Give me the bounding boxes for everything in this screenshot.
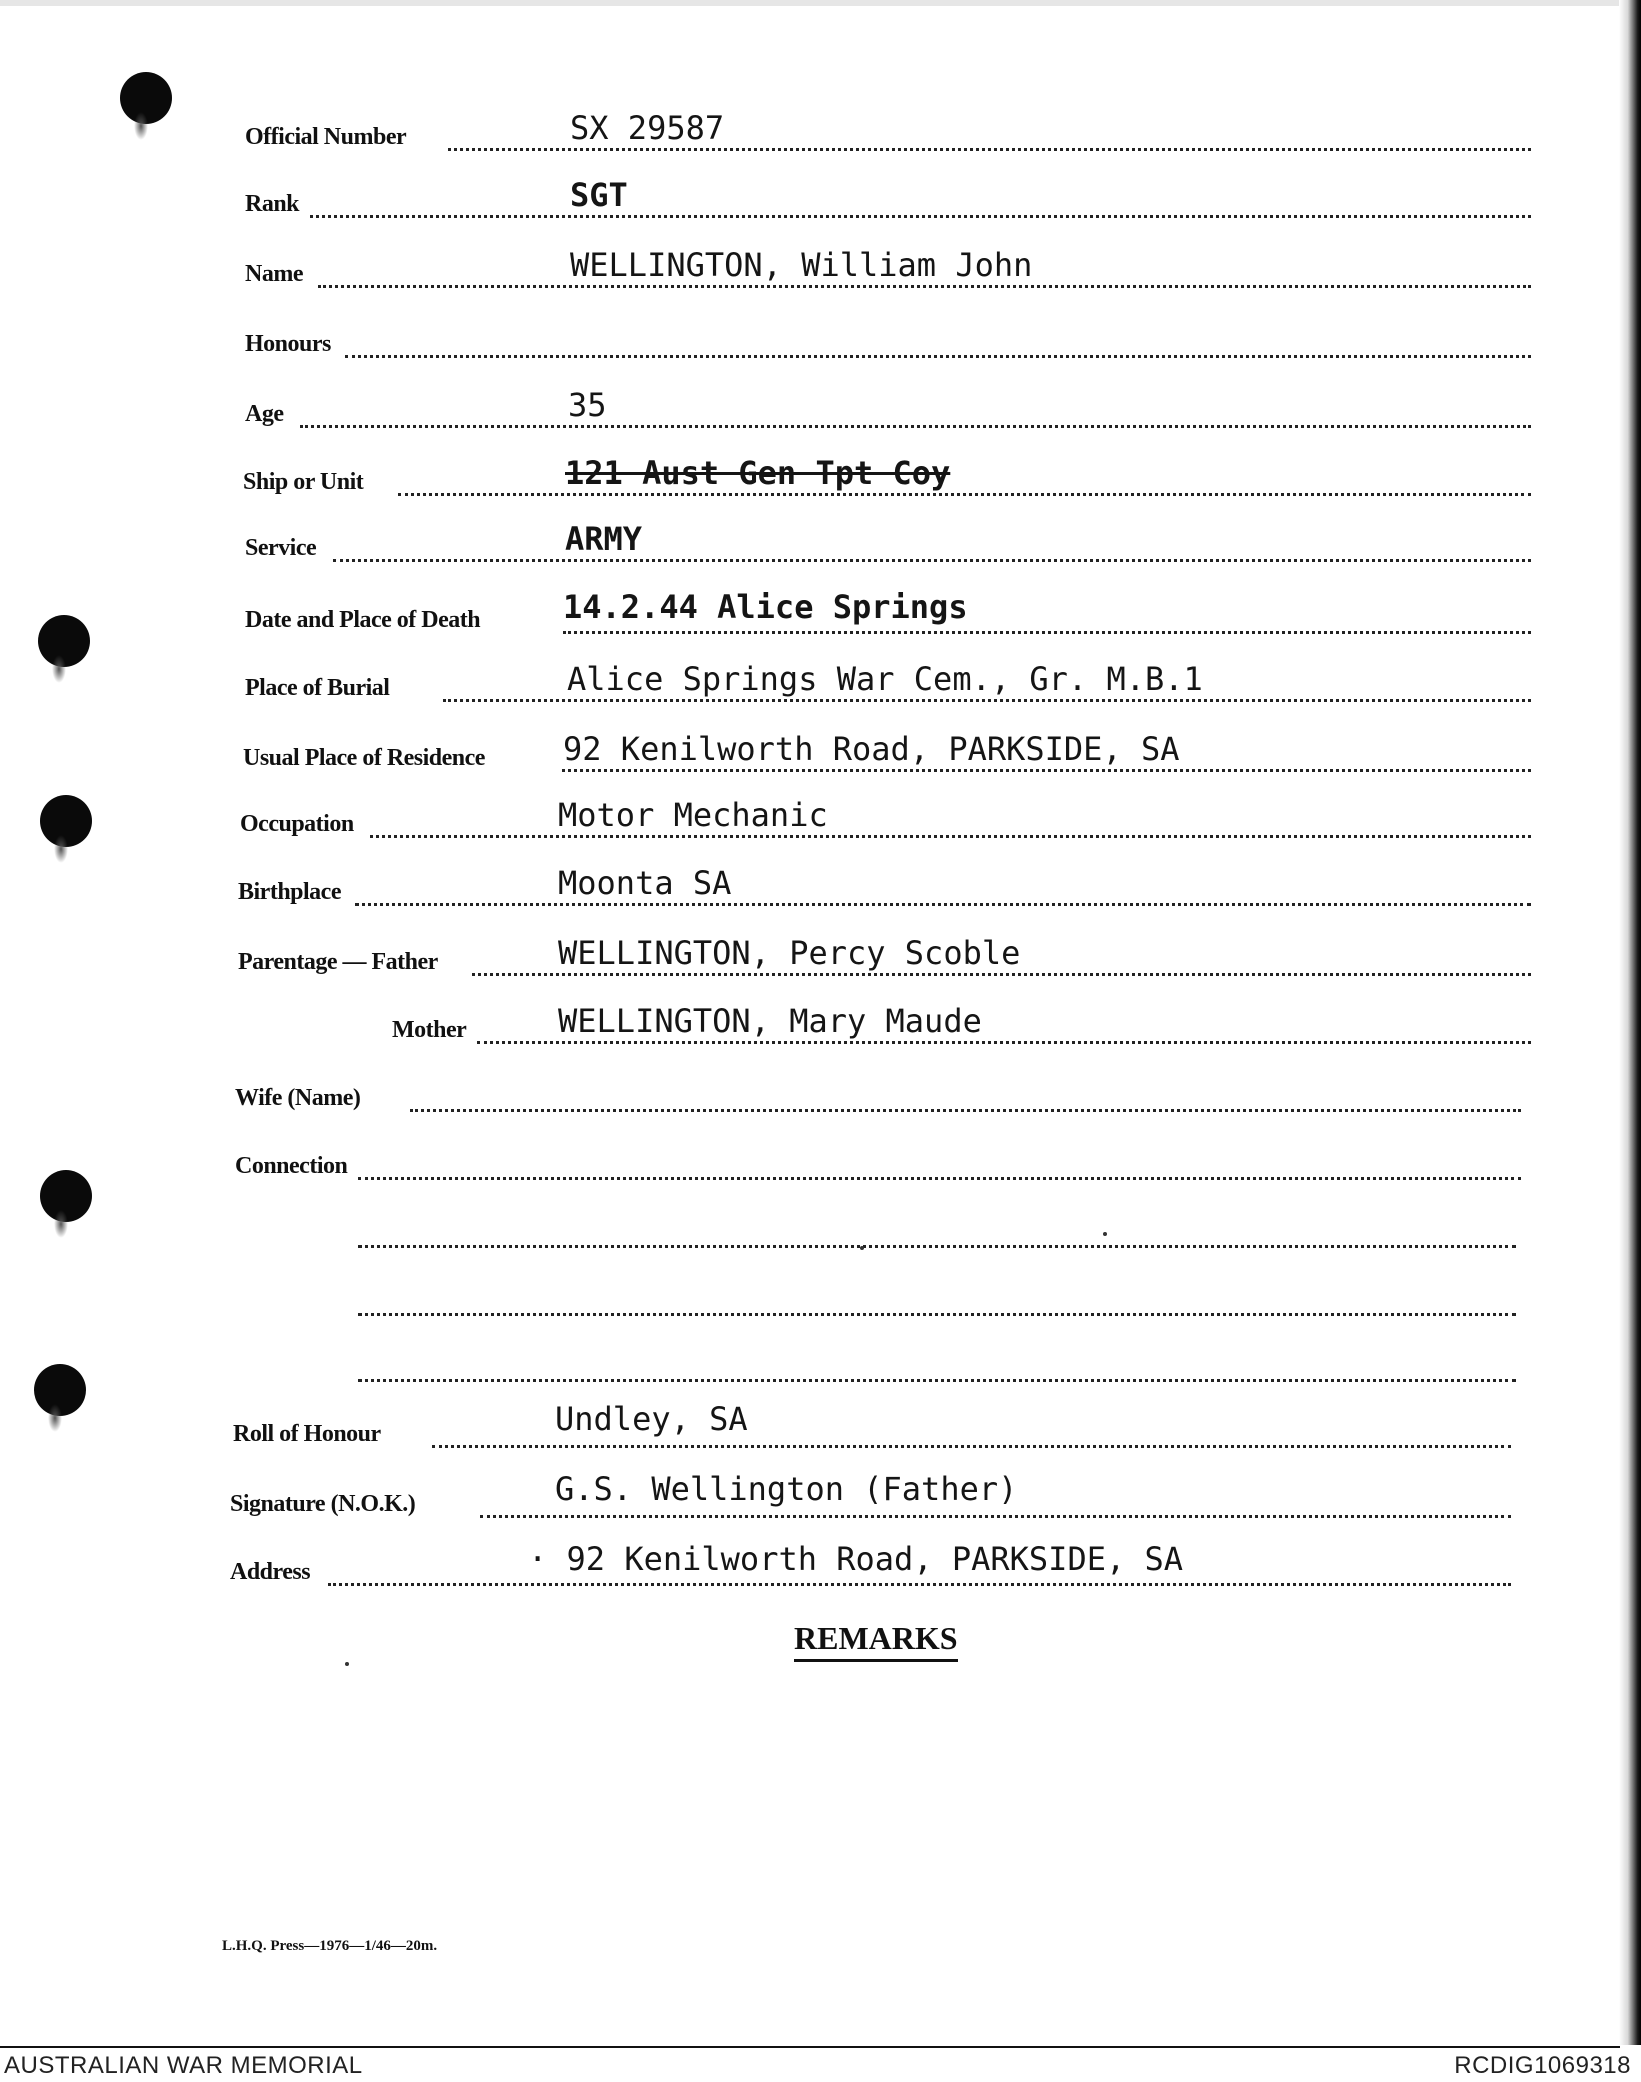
dotted-line [318,285,1531,288]
row-signature-nok [0,1462,1641,1522]
dotted-line [370,835,1531,838]
row-honours [0,302,1641,362]
row-connection-continued-2 [0,1260,1641,1320]
dotted-line [345,355,1531,358]
row-connection [0,1124,1641,1184]
label-connection: Connection [235,1153,348,1179]
label-service: Service [245,535,317,561]
scan-speck [345,1662,349,1666]
label-address: Address [230,1559,311,1585]
label-birthplace: Birthplace [238,879,341,905]
value-usual-residence: 92 Kenilworth Road, PARKSIDE, SA [563,730,1180,768]
label-roll-of-honour: Roll of Honour [233,1421,381,1447]
row-place-of-burial [0,646,1641,706]
row-father [0,920,1641,980]
value-official-number: SX 29587 [570,109,725,147]
dotted-line [448,148,1531,151]
dotted-line [562,769,1531,772]
value-service: ARMY [565,520,643,558]
row-usual-residence [0,716,1641,776]
dotted-line [358,1245,1516,1248]
archive-footer [0,2048,1641,2082]
value-age: 35 [568,386,607,424]
dotted-line [310,215,1531,218]
dotted-line [358,1313,1516,1316]
label-rank: Rank [245,191,300,217]
row-official-number [0,95,1641,155]
value-place-of-burial: Alice Springs War Cem., Gr. M.B.1 [567,660,1203,698]
scan-speck [860,1246,864,1250]
label-usual-residence: Usual Place of Residence [243,745,485,771]
dotted-line [477,1041,1531,1044]
printer-imprint: L.H.Q. Press—1976—1/46—20m. [222,1938,438,1954]
dotted-line [563,631,1531,634]
label-signature-nok: Signature (N.O.K.) [230,1491,416,1517]
label-place-of-burial: Place of Burial [245,675,390,701]
label-official-number: Official Number [245,124,407,150]
label-age: Age [245,401,284,427]
value-mother: WELLINGTON, Mary Maude [558,1002,982,1040]
row-mother [0,988,1641,1048]
value-occupation: Motor Mechanic [558,796,828,834]
value-roll-of-honour: Undley, SA [555,1400,748,1438]
dotted-line [328,1583,1511,1586]
row-connection-continued-3 [0,1326,1641,1386]
row-connection-continued-1 [0,1192,1641,1252]
archive-name: AUSTRALIAN WAR MEMORIAL [4,2052,363,2079]
dotted-line [432,1445,1511,1448]
dotted-line [358,1177,1521,1180]
label-date-place-of-death: Date and Place of Death [245,607,481,633]
label-ship-or-unit: Ship or Unit [243,469,364,495]
row-ship-or-unit [0,440,1641,500]
dotted-line [300,425,1531,428]
value-address: · 92 Kenilworth Road, PARKSIDE, SA [528,1540,1184,1578]
row-birthplace [0,850,1641,910]
dotted-line [358,1379,1516,1382]
dotted-line [398,493,1531,496]
value-date-place-of-death: 14.2.44 Alice Springs [563,588,968,626]
row-date-place-of-death [0,578,1641,638]
row-wife [0,1056,1641,1116]
value-father: WELLINGTON, Percy Scoble [558,934,1021,972]
row-roll-of-honour [0,1392,1641,1452]
label-wife: Wife (Name) [235,1085,361,1111]
value-rank: SGT [570,176,628,214]
dotted-line [410,1109,1521,1112]
dotted-line [480,1515,1511,1518]
row-service [0,506,1641,566]
row-occupation [0,782,1641,842]
dotted-line [333,559,1531,562]
label-honours: Honours [245,331,331,357]
scan-top-edge [0,0,1641,6]
dotted-line [355,903,1531,906]
value-ship-or-unit: 121 Aust Gen Tpt Coy [565,454,951,492]
row-rank [0,162,1641,222]
label-name: Name [245,261,303,287]
value-name: WELLINGTON, William John [570,246,1033,284]
scan-speck [1103,1232,1107,1236]
value-signature-nok: G.S. Wellington (Father) [555,1470,1018,1508]
value-birthplace: Moonta SA [558,864,732,902]
row-name [0,232,1641,292]
row-address [0,1530,1641,1590]
remarks-heading: REMARKS [794,1620,958,1662]
row-age [0,372,1641,432]
label-mother: Mother [392,1017,467,1043]
label-father: Parentage — Father [238,949,438,975]
dotted-line [443,699,1531,702]
archive-record-id: RCDIG1069318 [1454,2052,1631,2079]
label-occupation: Occupation [240,811,354,837]
dotted-line [472,973,1531,976]
